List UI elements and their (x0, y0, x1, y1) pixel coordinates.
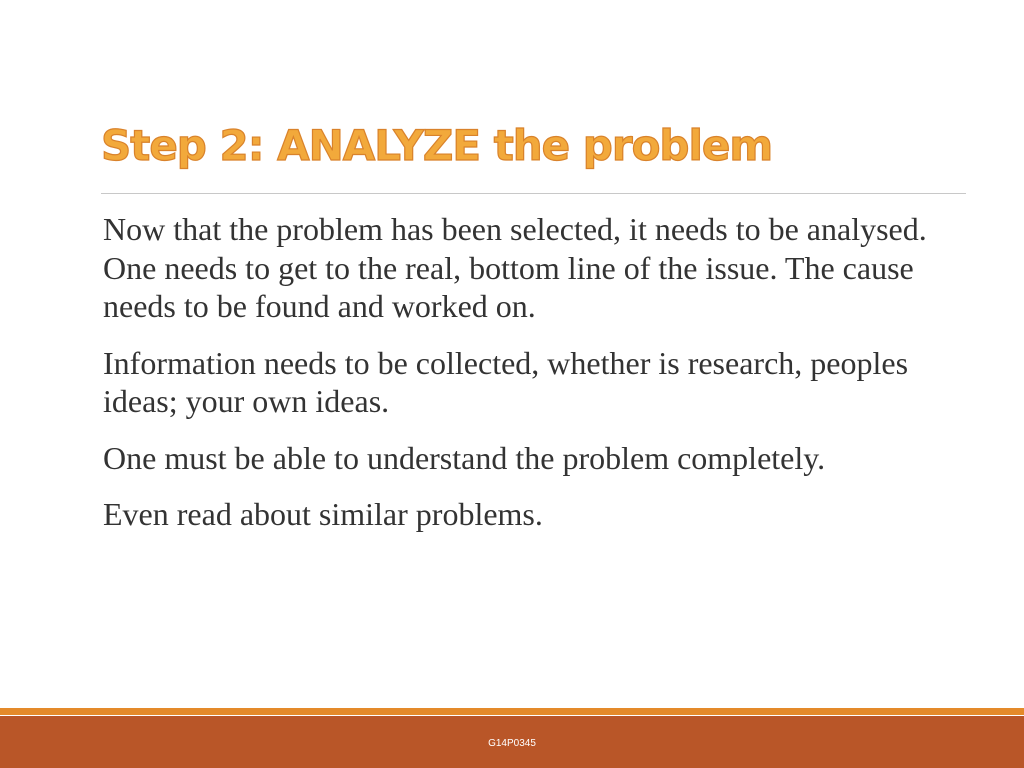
title-divider (101, 193, 966, 194)
paragraph-information: Information needs to be collected, whether is research, peoples ideas; your own ideas. (103, 344, 909, 419)
footer-label: G14P0345 (488, 738, 536, 749)
paragraph-understand: One must be able to understand the problem completely. (103, 439, 826, 476)
paragraph-similar: Even read about similar problems. (103, 496, 543, 532)
paragraph-analysis: Now that the problem has been selected, it needs to be analysed. One needs to get to the real, bottom line of the issue. The cause needs to be found and worked on. (103, 211, 927, 324)
slide-title: Step 2: ANALYZE the problem (101, 121, 773, 170)
slide-body (103, 210, 933, 552)
footer-accent-stripe (0, 708, 1024, 715)
